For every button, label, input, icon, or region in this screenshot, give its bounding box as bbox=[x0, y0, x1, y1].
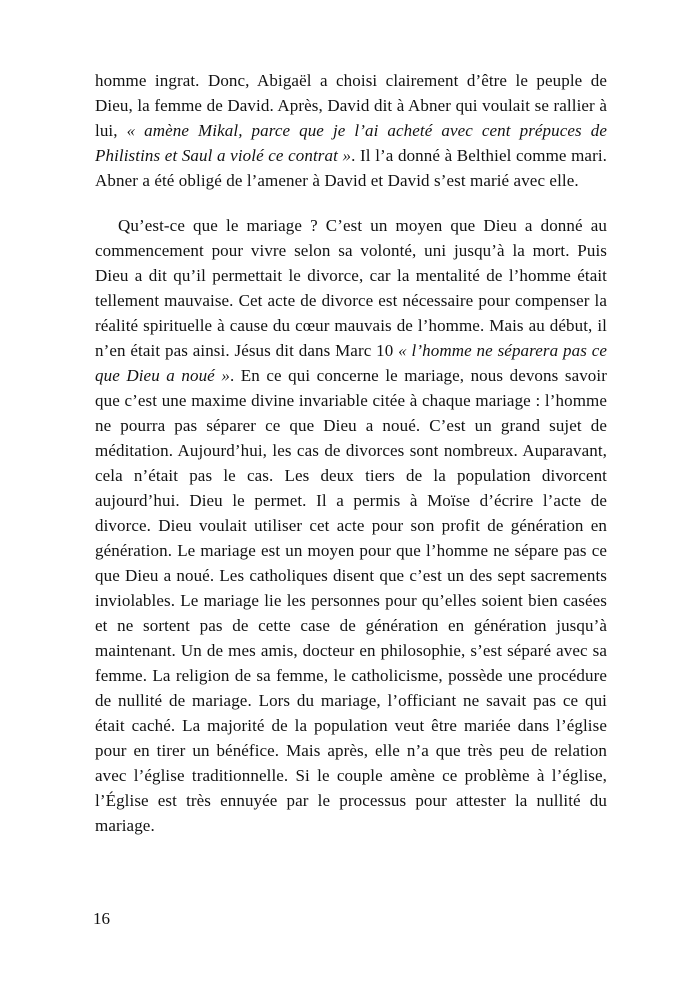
paragraph-run: Qu’est-ce que le mariage ? C’est un moyen que Dieu a donné au commencement pour vivre selon sa volonté, uni jusqu’à la mort. Puis Dieu a dit qu’il permettait le divorce, car la mentalité de l’homme était tellement mauvaise. Cet acte de divorce est nécessaire pour compenser la réalité spirituelle à cause du cœur mauvais de l’homme. Mais au début, il n’en était pas ainsi. Jésus dit dans Marc 10 bbox=[95, 216, 607, 360]
quote-italic-run: « amène Mikal, parce que je l’ai acheté avec cent prépuces de Philistins et Saul a violé ce contrat » bbox=[95, 121, 607, 165]
paragraph-run: . En ce qui concerne le mariage, nous devons savoir que c’est une maxime divine invariable citée à chaque mariage : l’homme ne pourra pas séparer ce que Dieu a noué. C’est un grand sujet de méditation. Aujourd’hui, les cas de divorces sont nombreux. Auparavant, cela n’était pas le cas. Les deux tiers de la population divorcent aujourd’hui. Dieu le permet. Il a permis à Moïse d’écrire l’acte de divorce. Dieu voulait utiliser cet acte pour son profit de génération en génération. Le mariage est un moyen pour que l’homme ne sépare pas ce que Dieu a noué. Les catholiques disent que c’est un des sept sacrements inviolables. Le mariage lie les personnes pour qu’elles soient bien casées et ne sortent pas de cette case de génération en génération jusqu’à maintenant. Un de mes amis, docteur en philosophie, s’est séparé avec sa femme. La religion de sa femme, le catholicisme, possède une procédure de nullité de mariage. Lors du mariage, l’officiant ne savait pas ce qui était caché. La majorité de la population veut être mariée dans l’église pour en tirer un bénéfice. Mais après, elle n’a que très peu de relation avec l’église traditionnelle. Si le couple amène ce problème à l’église, l’Église est très ennuyée par le processus pour attester la nullité du mariage. bbox=[95, 366, 607, 835]
page-text bbox=[95, 68, 607, 838]
quote-italic-run: « l’homme ne séparera pas ce que Dieu a noué » bbox=[95, 341, 607, 385]
paragraph-run: . Il l’a donné à Belthiel comme mari. Abner a été obligé de l’amener à David et David s’est marié avec elle. bbox=[95, 146, 607, 190]
paragraph-run: homme ingrat. Donc, Abigaël a choisi clairement d’être le peuple de Dieu, la femme de David. Après, David dit à Abner qui voulait se rallier à lui, bbox=[95, 71, 607, 140]
page-number: 16 bbox=[93, 909, 110, 928]
paragraph bbox=[95, 68, 607, 193]
paragraph bbox=[95, 213, 607, 838]
